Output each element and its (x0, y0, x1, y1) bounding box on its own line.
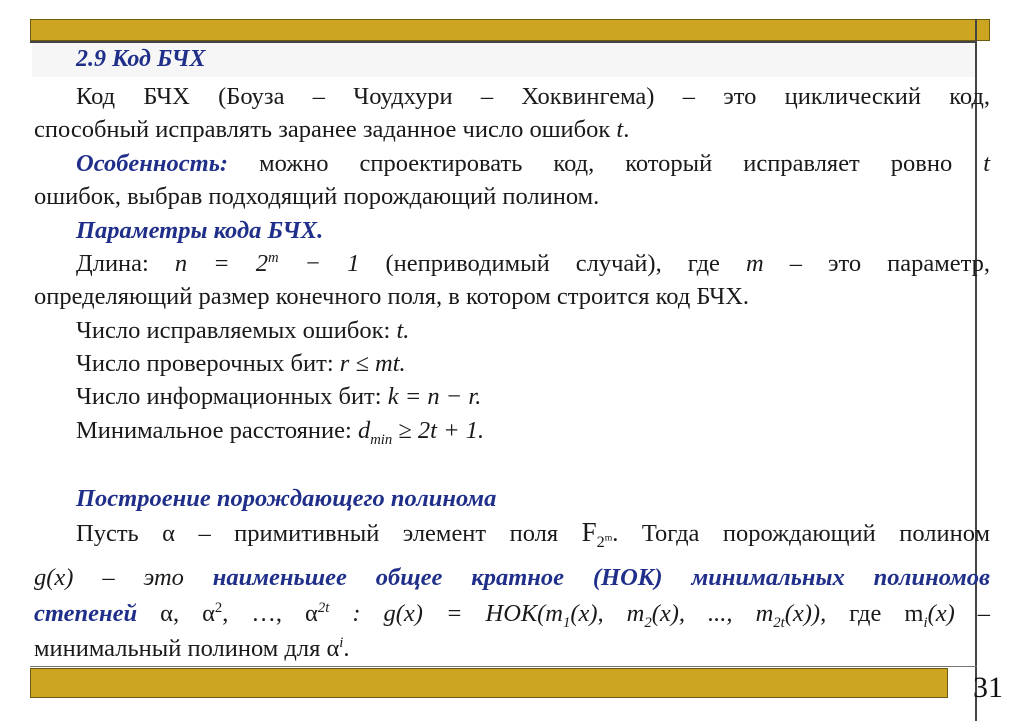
gen-d-end: . (343, 635, 350, 662)
top-decorative-bar (30, 19, 990, 41)
where-text: где m (849, 600, 924, 627)
check-formula: r ≤ mt. (339, 350, 406, 377)
check-label: Число проверочных бит: (76, 350, 334, 377)
feature-line-1 (34, 147, 990, 180)
length-desc2: – это параметр, (789, 250, 991, 277)
length-label: Длина: (76, 250, 149, 277)
min-distance-line (34, 414, 990, 447)
paragraph-1-line-2: способный исправлять заранее заданное число ошибок t. (34, 116, 630, 143)
feature-var: t (983, 150, 991, 177)
gen-gx: g(x) – это (34, 564, 184, 591)
gx-f1: : g(x) = НОК(m (352, 600, 564, 627)
errors-var: t. (396, 317, 410, 344)
feature-text: можно спроектировать код, который исправляет ровно (259, 150, 953, 177)
info-label: Число информационных бит: (76, 383, 382, 410)
gen-d-sup: i (339, 634, 344, 651)
powers-sup2: 2 (214, 599, 223, 616)
powers-mid: , …, α (222, 600, 318, 627)
length-desc: (неприводимый случай), где (385, 250, 720, 277)
params-heading: Параметры кода БЧХ. (76, 217, 324, 244)
where-x: (x) – (927, 600, 991, 627)
gx-sub2: 2 (644, 614, 652, 631)
bottom-decorative-bar (30, 668, 948, 698)
p1-var: t (616, 116, 624, 143)
generator-line-3 (34, 597, 990, 630)
field-symbol (581, 517, 613, 552)
info-formula: k = n − r. (387, 383, 482, 410)
field-sub (597, 533, 613, 551)
dist-formula (357, 417, 485, 448)
errors-label: Число исправляемых ошибок: (76, 317, 391, 344)
gen-lcm-text: наименьшее общее кратное (НОК) минимальных полиномов (212, 564, 991, 591)
length-line-2: определяющий размер конечного поля, в котором строится код БЧХ. (34, 283, 750, 310)
dist-sub: min (370, 431, 393, 448)
where-mi (849, 600, 991, 631)
degrees-label: степеней (34, 600, 138, 627)
length-formula-rest: − 1 (278, 250, 360, 277)
powers-list (160, 600, 329, 627)
field-sub-2: 2 (596, 533, 605, 552)
generator-line-1 (34, 516, 990, 550)
length-line-1 (34, 247, 990, 280)
dist-d: d (357, 417, 371, 444)
gx-sub2t: 2t (773, 614, 785, 631)
bottom-divider (30, 666, 977, 667)
errors-line (34, 314, 990, 347)
generator-line-4 (34, 632, 990, 665)
generator-heading: Построение порождающего полинома (76, 485, 497, 512)
generator-line-2 (34, 561, 990, 594)
gen-text-a2: . Тогда порождающий полином (612, 520, 990, 547)
check-bits-line (34, 347, 990, 380)
gx-formula (352, 600, 827, 631)
field-F: F (581, 517, 597, 547)
gx-sub1: 1 (563, 614, 571, 631)
gen-text-a: Пусть α – примитивный элемент поля (76, 520, 559, 547)
gx-f4: (x)), (784, 600, 827, 627)
slide-title: 2.9 Код БЧХ (76, 46, 206, 72)
paragraph-1-line-1: Код БЧХ (Боуза – Чоудхури – Хоквингема) – это циклический код, (76, 83, 990, 110)
powers-sup2t: 2t (317, 599, 330, 616)
feature-label: Особенность: (76, 150, 229, 177)
field-sup-m: m (604, 533, 613, 544)
gx-f3: (x), ..., m (651, 600, 774, 627)
gen-text-d: минимальный полином для α (34, 635, 340, 662)
dist-label: Минимальное расстояние: (76, 417, 352, 444)
dist-rest: ≥ 2t + 1. (392, 417, 485, 444)
feature-line-2: ошибок, выбрав подходящий порождающий полином. (34, 183, 600, 210)
info-bits-line (34, 380, 990, 413)
gx-f2: (x), m (570, 600, 645, 627)
length-exp: m (268, 249, 279, 266)
powers-a: α, α (160, 600, 215, 627)
length-formula (175, 250, 360, 277)
p1-text: способный исправлять заранее заданное число ошибок (34, 116, 611, 143)
where-subi: i (923, 614, 928, 631)
length-formula-base: n = 2 (174, 250, 268, 277)
page-number: 31 (973, 671, 1003, 704)
length-var: m (745, 250, 764, 277)
